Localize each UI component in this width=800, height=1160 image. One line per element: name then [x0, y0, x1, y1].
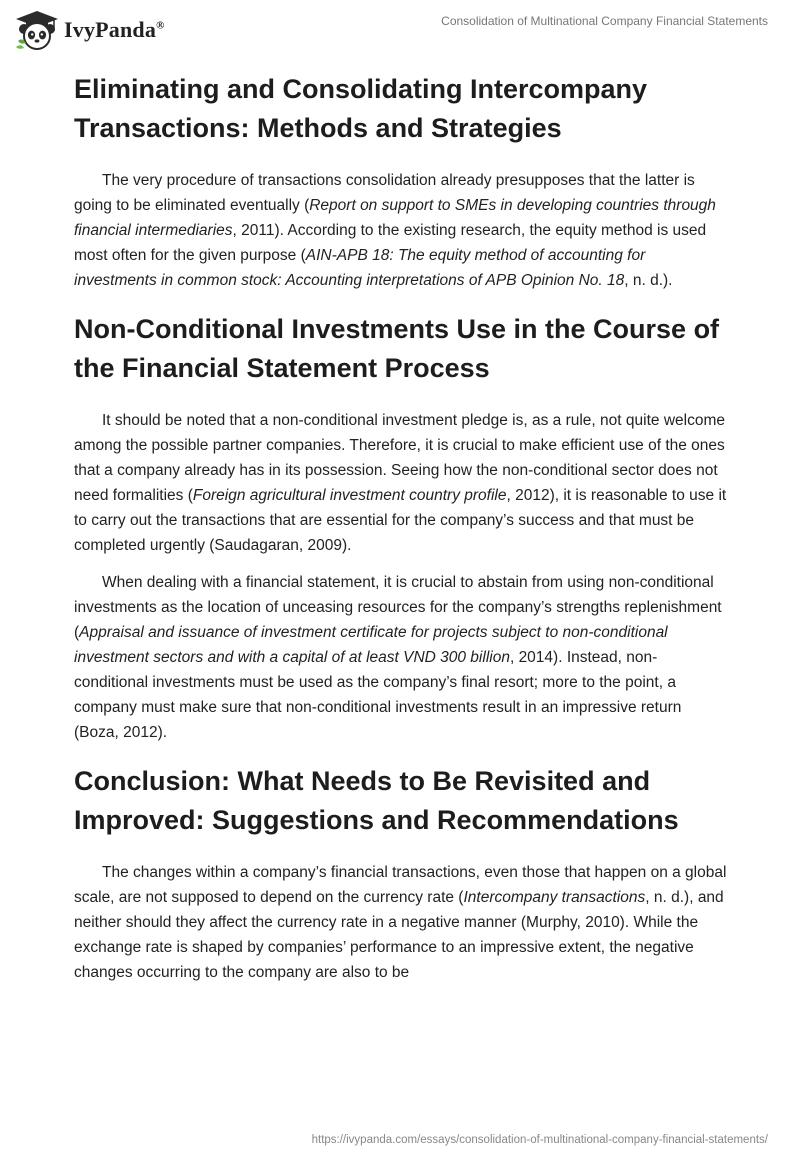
- paragraph-text: It should be noted that a non-conditional investment pledge is, as a rule, not quite welcome among the possible partner companies. Therefore, it is crucial to make efficient use of the ones that a company already has in its possession. Seeing how the non-conditional sector does not need formalities (: [74, 412, 725, 504]
- panda-graduate-icon: [14, 9, 60, 51]
- paragraph-text: , 2014). Instead, non-conditional investments must be used as the company’s final resort; more to the point, a company must make sure that non-conditional investments result in an impressive return (Boza, 2012).: [74, 649, 682, 741]
- citation-title: Intercompany transactions: [463, 889, 646, 906]
- body-paragraph: [74, 408, 728, 558]
- paragraph-text: , n. d.), and neither should they affect the currency rate in a negative manner (Murphy, 2010). While the exchange rate is shaped by companies’ performance to an impressive extent, the negative changes occurring to the company are also to be: [74, 889, 724, 981]
- body-paragraph: [74, 570, 728, 745]
- citation-title: Foreign agricultural investment country profile: [192, 487, 507, 504]
- source-url[interactable]: https://ivypanda.com/essays/consolidation-of-multinational-company-financial-statements/: [311, 1134, 768, 1146]
- paragraph-text: The very procedure of transactions consolidation already presupposes that the latter is going to be eliminated eventually (: [74, 172, 695, 214]
- citation-title: Appraisal and issuance of investment certificate for projects subject to non-conditional investment sectors and with a capital of at least VND 300 billion: [74, 624, 668, 666]
- paragraph-text: The changes within a company’s financial transactions, even those that happen on a global scale, are not supposed to depend on the currency rate (: [74, 864, 727, 906]
- section-heading: Conclusion: What Needs to Be Revisited and Improved: Suggestions and Recommendations: [74, 766, 679, 835]
- paragraph-text: , 2011). According to the existing research, the equity method is used most often for the given purpose (: [74, 222, 707, 264]
- paragraph-text: When dealing with a financial statement, it is crucial to abstain from using non-conditional investments as the location of unceasing resources for the company’s strengths replenishment (: [74, 574, 722, 641]
- section-heading: Non-Conditional Investments Use in the Course of the Financial Statement Process: [74, 314, 720, 383]
- brand-name: IvyPanda®: [64, 17, 165, 42]
- citation-title: Report on support to SMEs in developing countries through financial intermediaries: [74, 197, 716, 239]
- paragraph-text: , n. d.).: [624, 272, 673, 289]
- body-paragraph: [74, 168, 728, 293]
- section-heading: Eliminating and Consolidating Intercompany Transactions: Methods and Strategies: [74, 74, 648, 143]
- paragraph-text: , 2012), it is reasonable to use it to carry out the transactions that are essential for the company’s success and that must be completed urgently (Saudagaran, 2009).: [74, 487, 727, 554]
- document-title: Consolidation of Multinational Company Financial Statements: [441, 14, 768, 28]
- ivypanda-logo[interactable]: [14, 9, 165, 51]
- citation-title: AIN-APB 18: The equity method of accounting for investments in common stock: Accounting interpretations of APB Opinion No. 18: [74, 247, 646, 289]
- essay-body: [74, 70, 728, 1002]
- body-paragraph: [74, 860, 728, 985]
- page-header: [0, 0, 800, 60]
